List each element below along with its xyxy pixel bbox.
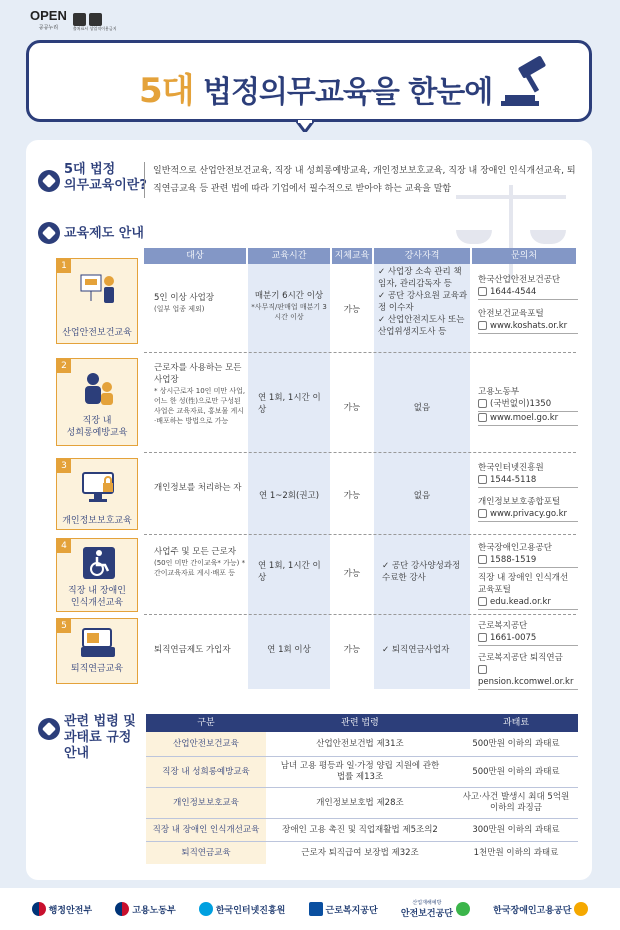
row5-time: 연 1회 이상 xyxy=(267,645,311,655)
row1-target: 5인 이상 사업장 (일부 업종 제외) xyxy=(154,293,215,313)
web-icon xyxy=(478,509,487,518)
law-row5-fine: 1천만원 이하의 과태료 xyxy=(473,847,559,858)
row1-contact: 한국산업안전보건공단 1644-4544 안전보건교육포털 www.koshats.or.kr xyxy=(478,274,578,334)
taegeuk-icon xyxy=(115,902,129,916)
web-icon xyxy=(478,413,487,422)
definition-title: 5대 법정 의무교육이란? xyxy=(64,162,147,193)
privacy-monitor-icon xyxy=(79,469,119,505)
law-row5-law: 근로자 퇴직급여 보장법 제32조 xyxy=(301,847,419,858)
section-icon xyxy=(38,170,60,192)
row2-qual: 없음 xyxy=(413,403,431,413)
law-row3-fine: 사고·사건 발생시 최대 5억원 이하의 과징금 xyxy=(462,792,570,813)
no-commercial-icon xyxy=(89,13,102,26)
web-icon xyxy=(478,665,487,674)
phone-icon xyxy=(478,555,487,564)
row3-time: 연 1~2회(권고) xyxy=(258,491,320,501)
kogl-license xyxy=(30,10,117,34)
web-icon xyxy=(478,321,487,330)
law-title: 관련 법령 및 과태료 규정 안내 xyxy=(64,714,136,761)
title-box xyxy=(26,40,592,122)
attribution-icon xyxy=(73,13,86,26)
row-label-1: 1 산업안전보건교육 xyxy=(56,258,138,344)
comwel-icon xyxy=(309,902,323,916)
gavel-icon xyxy=(499,55,559,109)
row2-contact: 고용노동부 (국번없이)1350 www.moel.go.kr xyxy=(478,386,578,426)
phone-icon xyxy=(478,399,487,408)
kogl-sub: 출처표시 상업적이용금지 xyxy=(72,25,117,31)
phone-icon xyxy=(478,287,487,296)
row4-target: 사업주 및 모든 근로자 (50인 미만 간이교육* 가능) * 간이교육자료 게시·배포 등 xyxy=(154,547,246,577)
page-title: 5대 법정의무교육을 한눈에 xyxy=(139,71,493,111)
row3-target: 개인정보를 처리하는 자 xyxy=(154,483,242,493)
main-card xyxy=(26,140,592,880)
accessibility-icon xyxy=(79,545,119,581)
harassment-prevention-icon xyxy=(79,371,119,407)
row2-self: 가능 xyxy=(343,403,361,413)
header-contact: 문의처 xyxy=(472,248,576,264)
header-target: 대상 xyxy=(144,248,246,264)
row3-contact: 한국인터넷진흥원 1544-5118 개인정보보호종합포털 www.privacy.go.kr xyxy=(478,462,578,522)
license-icons xyxy=(73,13,117,26)
logo-kosha: 산업재해예방 안전보건공단 xyxy=(401,899,470,919)
pension-register-icon xyxy=(79,625,119,661)
row5-qual: ✓ 퇴직연금사업자 xyxy=(382,645,450,655)
phone-icon xyxy=(478,475,487,484)
law-row1-fine: 500만원 이하의 과태료 xyxy=(472,738,560,749)
law-row3-law: 개인정보보호법 제28조 xyxy=(316,797,404,808)
kead-icon xyxy=(574,902,588,916)
law-row2-fine: 500만원 이하의 과태료 xyxy=(472,766,560,777)
law-header-category: 구분 xyxy=(146,714,266,732)
row4-self: 가능 xyxy=(343,569,361,579)
taegeuk-icon xyxy=(32,902,46,916)
law-row4-law: 장애인 고용 촉진 및 직업재활법 제5조의2 xyxy=(282,824,438,835)
top-bar xyxy=(0,0,620,40)
logo-moel: 고용노동부 xyxy=(115,902,175,916)
row-label-3: 3 개인정보보호교육 xyxy=(56,458,138,530)
scale-watermark xyxy=(456,185,566,280)
row1-self: 가능 xyxy=(343,305,361,315)
law-row1-category: 산업안전보건교육 xyxy=(146,732,266,756)
web-icon xyxy=(478,597,487,606)
row4-qual: ✓ 공단 강사양성과정 수료한 강사 xyxy=(382,561,461,583)
law-row2-category: 직장 내 성희롱예방교육 xyxy=(146,757,266,787)
logo-kisa: 한국인터넷진흥원 xyxy=(199,902,286,916)
law-header-law: 관련 법령 xyxy=(266,714,454,732)
safety-training-icon xyxy=(79,271,119,307)
row-divider xyxy=(144,614,576,615)
row5-self: 가능 xyxy=(343,645,361,655)
row-label-2: 2 직장 내 성희롱예방교육 xyxy=(56,358,138,446)
row3-qual: 없음 xyxy=(413,491,431,501)
logo-kead: 한국장애인고용공단 xyxy=(493,902,588,916)
section-icon xyxy=(38,222,60,244)
speech-pointer xyxy=(296,120,314,132)
header-self: 지체교육 xyxy=(332,248,372,264)
logo-comwel: 근로복지공단 xyxy=(309,902,378,916)
law-row2-law: 남녀 고용 평등과 일·가정 양립 지원에 관한 법률 제13조 xyxy=(280,761,440,782)
row-divider xyxy=(144,452,576,453)
law-header-fine: 과태료 xyxy=(454,714,578,732)
definition-text: 일반적으로 산업안전보건교육, 직장 내 성희롱예방교육, 개인정보보호교육, 직장 내 장애인 인식개선교육, 퇴직연금교육 등 관련 법에 따라 기업에서 필수적으로 받아야 하는 교육을 말함 xyxy=(144,162,584,198)
footer-logos xyxy=(0,888,620,930)
system-title: 교육제도 안내 xyxy=(64,226,144,241)
law-row1-law: 산업안전보건법 제31조 xyxy=(316,738,404,749)
header-time: 교육시간 xyxy=(248,248,330,264)
row3-self: 가능 xyxy=(343,491,361,501)
law-row5-category: 퇴직연금교육 xyxy=(146,842,266,864)
header-qual: 강사자격 xyxy=(374,248,470,264)
kisa-icon xyxy=(199,902,213,916)
row4-contact: 한국장애인고용공단 1588-1519 직장 내 장애인 인식개선 교육포털 edu.kead.or.kr xyxy=(478,542,578,610)
row2-target: 근로자를 사용하는 모든사업장 * 상시근로자 10인 미만 사업, 어느 한 성(性)으로만 구성된 사업은 교육자료, 홍보물 게시·배포하는 방법으로 가능 xyxy=(154,363,246,425)
law-row4-category: 직장 내 장애인 인식개선교육 xyxy=(146,819,266,841)
law-row3-category: 개인정보보호교육 xyxy=(146,788,266,818)
section-icon xyxy=(38,718,60,740)
row2-time: 연 1회, 1시간 이상 xyxy=(258,393,321,415)
logo-mois: 행정안전부 xyxy=(32,902,92,916)
time-column-bg xyxy=(248,264,330,689)
row1-time: 매분기 6시간 이상 *사무직/판매업 매분기 3시간 이상 xyxy=(251,291,327,321)
row5-contact: 근로복지공단 1661-0075 근로복지공단 퇴직연금 pension.kcomwel.or.kr xyxy=(478,620,578,690)
row-label-4: 4 직장 내 장애인 인식개선교육 xyxy=(56,538,138,612)
row1-qual: ✓ 사업장 소속 관리 책임자, 관리감독자 등 ✓ 공단 강사요원 교육과정 이수자 ✓ 산업안전지도사 또는 산업위생지도사 등 xyxy=(378,267,468,337)
phone-icon xyxy=(478,633,487,642)
kosha-icon xyxy=(456,902,470,916)
row-divider xyxy=(144,534,576,535)
law-row4-fine: 300만원 이하의 과태료 xyxy=(472,824,560,835)
row-divider xyxy=(144,352,576,353)
open-logo: OPEN 공공누리 xyxy=(30,8,67,31)
row4-time: 연 1회, 1시간 이상 xyxy=(258,561,321,583)
row5-target: 퇴직연금제도 가입자 xyxy=(154,645,231,655)
row-label-5: 5 퇴직연금교육 xyxy=(56,618,138,684)
